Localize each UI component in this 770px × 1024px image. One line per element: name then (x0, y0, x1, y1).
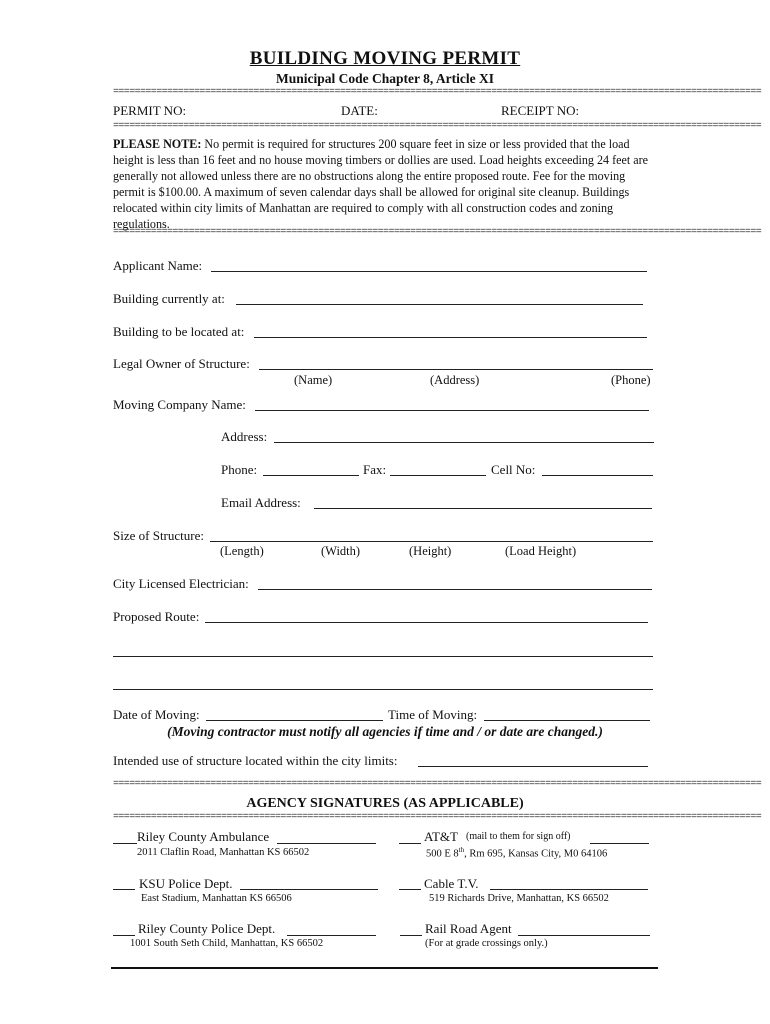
company-address-label: Address: (221, 429, 268, 444)
note-label: PLEASE NOTE: (113, 137, 202, 151)
ambulance-signoff-line[interactable] (113, 843, 137, 844)
fax-field[interactable] (390, 475, 486, 476)
applicant-name-label: Applicant Name: (113, 258, 203, 273)
building-current-field[interactable] (236, 304, 643, 305)
note-text: No permit is required for structures 200 square feet in size or less provided that the load height is less than 16 feet and no house moving timbers or dollies are used. Load heights exceeding 24 feet are generally not allowed unless there are no obstructions along the entire proposed route. Fee for the moving permit is $100.00. A maximum of seven calendar days shall be allowed for original site cleanup. Buildings relocated within city limits of Manhattan are required to comply with all construction codes and zoning regulations. (113, 137, 649, 231)
railroad-signature-field[interactable] (518, 935, 650, 936)
agency-signatures-title: AGENCY SIGNATURES (AS APPLICABLE) (246, 796, 524, 811)
owner-address-sublabel: (Address) (430, 373, 480, 387)
agency-railroad-address: (For at grade crossings only.) (425, 938, 548, 949)
agency-cable-name: Cable T.V. (424, 876, 479, 891)
cable-signature-field[interactable] (490, 889, 648, 890)
date-of-moving-field[interactable] (206, 720, 383, 721)
agency-ksu-police-name: KSU Police Dept. (139, 876, 233, 891)
width-sublabel: (Width) (321, 544, 361, 558)
agency-ambulance-name: Riley County Ambulance (137, 829, 270, 844)
phone-label: Phone: (221, 462, 258, 477)
agency-att-name: AT&T (424, 829, 458, 844)
electrician-field[interactable] (258, 589, 652, 590)
date-of-moving-label: Date of Moving: (113, 707, 200, 722)
phone-field[interactable] (263, 475, 359, 476)
att-signature-field[interactable] (590, 843, 649, 844)
rcpd-signature-field[interactable] (287, 935, 376, 936)
moving-company-label: Moving Company Name: (113, 397, 246, 412)
proposed-route-label: Proposed Route: (113, 609, 200, 624)
legal-owner-field[interactable] (259, 369, 653, 370)
divider: ======================================================================================================================== (113, 812, 762, 823)
agency-railroad-name: Rail Road Agent (425, 921, 512, 936)
page-subtitle: Municipal Code Chapter 8, Article XI (276, 71, 494, 86)
height-sublabel: (Height) (409, 544, 452, 558)
owner-name-sublabel: (Name) (294, 373, 333, 387)
load-height-sublabel: (Load Height) (505, 544, 577, 558)
building-new-label: Building to be located at: (113, 324, 245, 339)
agency-rcpd-address: 1001 South Seth Child, Manhattan, KS 66502 (130, 938, 324, 949)
proposed-route-field-line2[interactable] (113, 656, 653, 657)
ksu-signature-field[interactable] (240, 889, 378, 890)
intended-use-field[interactable] (418, 766, 648, 767)
agency-rcpd-name: Riley County Police Dept. (138, 921, 276, 936)
divider: ======================================================================================================================== (113, 227, 762, 238)
cell-label: Cell No: (491, 462, 536, 477)
size-label: Size of Structure: (113, 528, 204, 543)
cell-field[interactable] (542, 475, 653, 476)
divider: ======================================================================================================================== (113, 121, 762, 132)
page-title: BUILDING MOVING PERMIT (249, 48, 521, 69)
time-of-moving-field[interactable] (484, 720, 650, 721)
moving-company-field[interactable] (255, 410, 649, 411)
proposed-route-field[interactable] (205, 622, 648, 623)
fax-label: Fax: (363, 462, 387, 477)
please-note (113, 136, 658, 232)
legal-owner-label: Legal Owner of Structure: (113, 356, 250, 371)
permit-no-label: PERMIT NO: (113, 103, 187, 118)
building-current-label: Building currently at: (113, 291, 225, 306)
size-field[interactable] (210, 541, 653, 542)
owner-phone-sublabel: (Phone) (611, 373, 651, 387)
length-sublabel: (Length) (220, 544, 264, 558)
date-label: DATE: (341, 103, 378, 118)
rcpd-signoff-line[interactable] (113, 935, 135, 936)
email-label: Email Address: (221, 495, 301, 510)
proposed-route-field-line3[interactable] (113, 689, 653, 690)
email-field[interactable] (314, 508, 652, 509)
company-address-field[interactable] (274, 442, 654, 443)
electrician-label: City Licensed Electrician: (113, 576, 249, 591)
building-new-field[interactable] (254, 337, 647, 338)
ksu-signoff-line[interactable] (113, 889, 135, 890)
ambulance-signature-field[interactable] (277, 843, 376, 844)
att-signoff-line[interactable] (399, 843, 421, 844)
agency-att-note: (mail to them for sign off) (466, 831, 571, 842)
agency-ambulance-address: 2011 Claflin Road, Manhattan KS 66502 (137, 847, 310, 858)
moving-contractor-note: (Moving contractor must notify all agencies if time and / or date are changed.) (167, 724, 603, 739)
agency-att-address: 500 E 8th, Rm 695, Kansas City, M0 64106 (426, 846, 608, 860)
agency-ksu-police-address: East Stadium, Manhattan KS 66506 (141, 893, 292, 904)
railroad-signoff-line[interactable] (400, 935, 422, 936)
divider: ======================================================================================================================== (113, 779, 762, 790)
agency-cable-address: 519 Richards Drive, Manhattan, KS 66502 (429, 893, 609, 904)
receipt-no-label: RECEIPT NO: (501, 103, 580, 118)
applicant-name-field[interactable] (211, 271, 647, 272)
intended-use-label: Intended use of structure located within the city limits: (113, 753, 398, 768)
time-of-moving-label: Time of Moving: (388, 707, 478, 722)
divider: ======================================================================================================================== (113, 87, 762, 98)
footer-rule (111, 967, 658, 969)
cable-signoff-line[interactable] (399, 889, 421, 890)
